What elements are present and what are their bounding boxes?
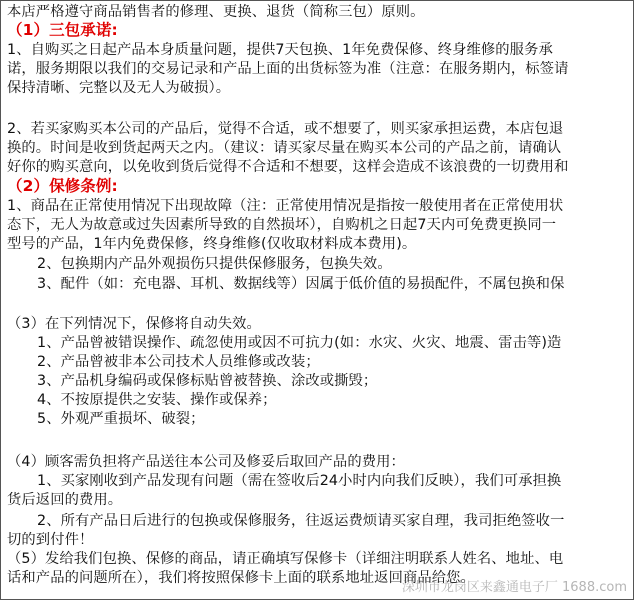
section2-p1-line1: 1、商品在正常使用情况下出现故障（注：正常使用情况是指按一般使用者在正常使用状: [7, 198, 564, 214]
section1-p2-line2: 换的。时间是收到货起两天之内。（建议：请买家尽量在购买本公司的产品之前，请确认: [7, 140, 562, 156]
section2-p3: 3、配件（如：充电器、耳机、数据线等）因属于低价值的易损配件，不属包换和保: [37, 276, 565, 292]
section3-item3: 3、产品机身编码或保修标贴曾被替换、涂改或撕毁；: [37, 373, 378, 389]
section3-item4: 4、不按原提供之安装、操作或保养；: [37, 392, 277, 408]
section3-item5: 5、外观严重损坏、破裂；: [37, 411, 205, 427]
section1-p1-line2: 诺，服务期限以我们的交易记录和产品上面的出货标签为准（注意：在服务期内，标签请: [7, 61, 569, 77]
section1-heading: （1）三包承诺:: [7, 21, 118, 39]
section5-line1: （5）发给我们包换、保修的商品，请正确填写保修卡（详细注明联系人姓名、地址、电: [7, 551, 564, 567]
section4-p2-line1: 2、所有产品日后进行的包换或保修服务，往返运费烦请买家自理，我司拒绝签收一: [37, 513, 565, 529]
section3-item1: 1、产品曾被错误操作、疏忽使用或因不可抗力(如：水灾、火灾、地震、雷击等)造: [37, 335, 562, 351]
section1-p2-line1: 2、若买家购买本公司的产品后，觉得不合适，或不想要了，则买家承担运费，本店包退: [7, 121, 564, 137]
section4-heading: （4）顾客需负担将产品送往本公司及修妥后取回产品的费用：: [7, 454, 405, 470]
intro-text: 本店严格遵守商品销售者的修理、更换、退货（简称三包）原则。: [7, 4, 425, 20]
section1-p1-line3: 保持清晰、完整以及无人为破损）。: [7, 80, 231, 96]
section2-p1-line3: 型号的产品，1年内免费保修，终身维修(仅收取材料成本费用)。: [7, 236, 417, 252]
section2-p1-line2: 态下，无人为故意或过失因素所导致的自然损坏），自购机之日起7天内可免费更换同一: [7, 217, 557, 233]
section1-p1-line1: 1、自购买之日起产品本身质量问题，提供7天包换、1年免费保修、终身维修的服务承: [7, 42, 553, 58]
section4-p1-line2: 货后返回的费用。: [7, 492, 123, 508]
watermark: 深圳市龙岗区来鑫通电子厂 1688.com: [401, 580, 627, 595]
section3-item2: 2、产品曾被非本公司技术人员维修或改装；: [37, 354, 320, 370]
section4-p2-line2: 切的到付件！: [7, 532, 94, 548]
section2-p2: 2、包换期内产品外观损伤只提供保修服务，包换失效。: [37, 256, 392, 272]
section2-heading: （2）保修条例:: [7, 177, 118, 195]
section4-p1-line1: 1、买家刚收到产品发现有问题（需在签收后24小时内向我们反映），我们可承担换: [37, 473, 562, 489]
section1-p2-line3: 好你的购买意向，以免收到货后觉得不合适和不想要，这样会造成不该浪费的一切费用和: [7, 159, 569, 175]
section3-heading: （3）在下列情况下，保修将自动失效。: [7, 316, 261, 332]
section5-line2: 话和产品的问题所在），我们将按照保修卡上面的联系地址返回商品给您。: [7, 570, 475, 586]
